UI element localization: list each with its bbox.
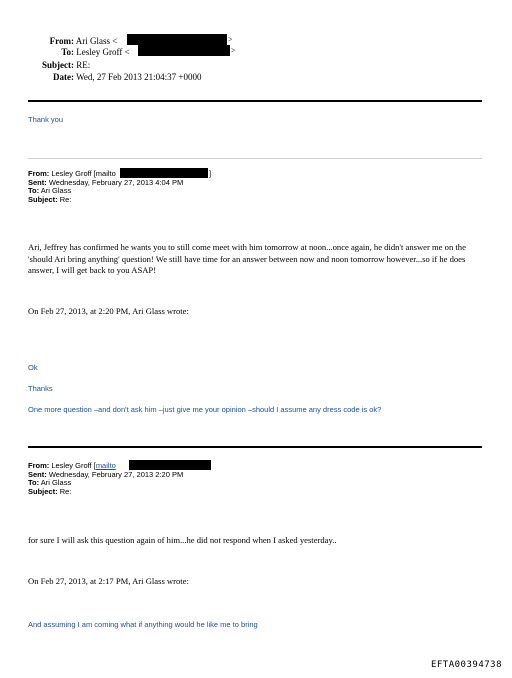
quote1-line-thanks: Thanks: [28, 384, 53, 393]
header-to-row: [40, 47, 130, 58]
redaction-box: [129, 460, 211, 470]
msg1-from-label: From:: [28, 169, 50, 178]
msg1-subject-row: [28, 196, 183, 205]
msg2-mailto-link[interactable]: mailto: [95, 461, 116, 470]
msg1-subject-value: Re:: [59, 194, 72, 204]
document-id: EFTA00394738: [430, 660, 502, 670]
reply-body: Thank you: [28, 115, 64, 124]
quote1-line-question: One more question –and don't ask him –just give me your opinion –should I assume any dress code is ok?: [28, 405, 382, 414]
msg1-from-value: Lesley Groff [mailto: [51, 169, 116, 178]
message-divider: [28, 446, 482, 448]
msg1-wrote-line: On Feb 27, 2013, at 2:20 PM, Ari Glass wrote:: [28, 306, 189, 316]
header-from-label: From:: [49, 36, 74, 46]
msg2-body: for sure I will ask this question again of him...he did not respond when I asked yesterday..: [28, 535, 337, 545]
header-from-value: Ari Glass <: [75, 36, 118, 46]
header-from-close: >: [228, 35, 233, 44]
header-to-label: To:: [61, 47, 74, 57]
header-from-row: [40, 36, 117, 47]
quote2-line: And assuming I am coming what if anything would he like me to bring: [28, 620, 258, 629]
msg1-sent-label: Sent:: [28, 177, 47, 187]
redaction-box: [138, 45, 230, 56]
header-subject-label: Subject:: [42, 60, 74, 70]
msg2-sent-label: Sent:: [28, 469, 47, 479]
msg1-to-value: Ari Glass: [40, 186, 72, 196]
msg1-sent-value: Wednesday, February 27, 2013 4:04 PM: [48, 177, 184, 187]
header-subject-value: RE:: [76, 60, 91, 70]
header-to-close: >: [231, 46, 236, 55]
header-date-value: Wed, 27 Feb 2013 21:04:37 +0000: [76, 72, 202, 82]
msg2-to-value: Ari Glass: [40, 478, 72, 488]
msg2-to-label: To:: [28, 478, 40, 488]
header-subject-row: [40, 60, 90, 71]
msg2-from-value: Lesley Groff [: [51, 461, 96, 470]
msg2-sent-value: Wednesday, February 27, 2013 2:20 PM: [48, 469, 184, 479]
msg1-body: Ari, Jeffrey has confirmed he wants you to still come meet with him tomorrow at noon...once again, he didn't answer me on the 'should Ari bring anything' question! We still have time for an answer between now and noon tomorrow however...so if he does answer, I will get back to you ASAP!: [28, 242, 466, 275]
msg2-subject-label: Subject:: [28, 486, 58, 496]
redaction-box: [127, 34, 227, 45]
message-divider: [28, 158, 482, 159]
msg1-to-label: To:: [28, 186, 40, 196]
msg2-subject-row: [28, 488, 183, 497]
msg2-from-label: From:: [28, 461, 50, 470]
quote1-line-ok: Ok: [28, 363, 38, 372]
msg2-subject-value: Re:: [59, 486, 72, 496]
header-to-value: Lesley Groff <: [76, 47, 130, 57]
header-divider: [28, 100, 482, 102]
msg1-subject-label: Subject:: [28, 194, 58, 204]
msg1-from-close: ]: [209, 169, 212, 178]
redaction-box: [120, 168, 208, 178]
header-date-row: [40, 72, 201, 83]
msg2-wrote-line: On Feb 27, 2013, at 2:17 PM, Ari Glass wrote:: [28, 576, 189, 586]
header-date-label: Date:: [53, 72, 74, 82]
